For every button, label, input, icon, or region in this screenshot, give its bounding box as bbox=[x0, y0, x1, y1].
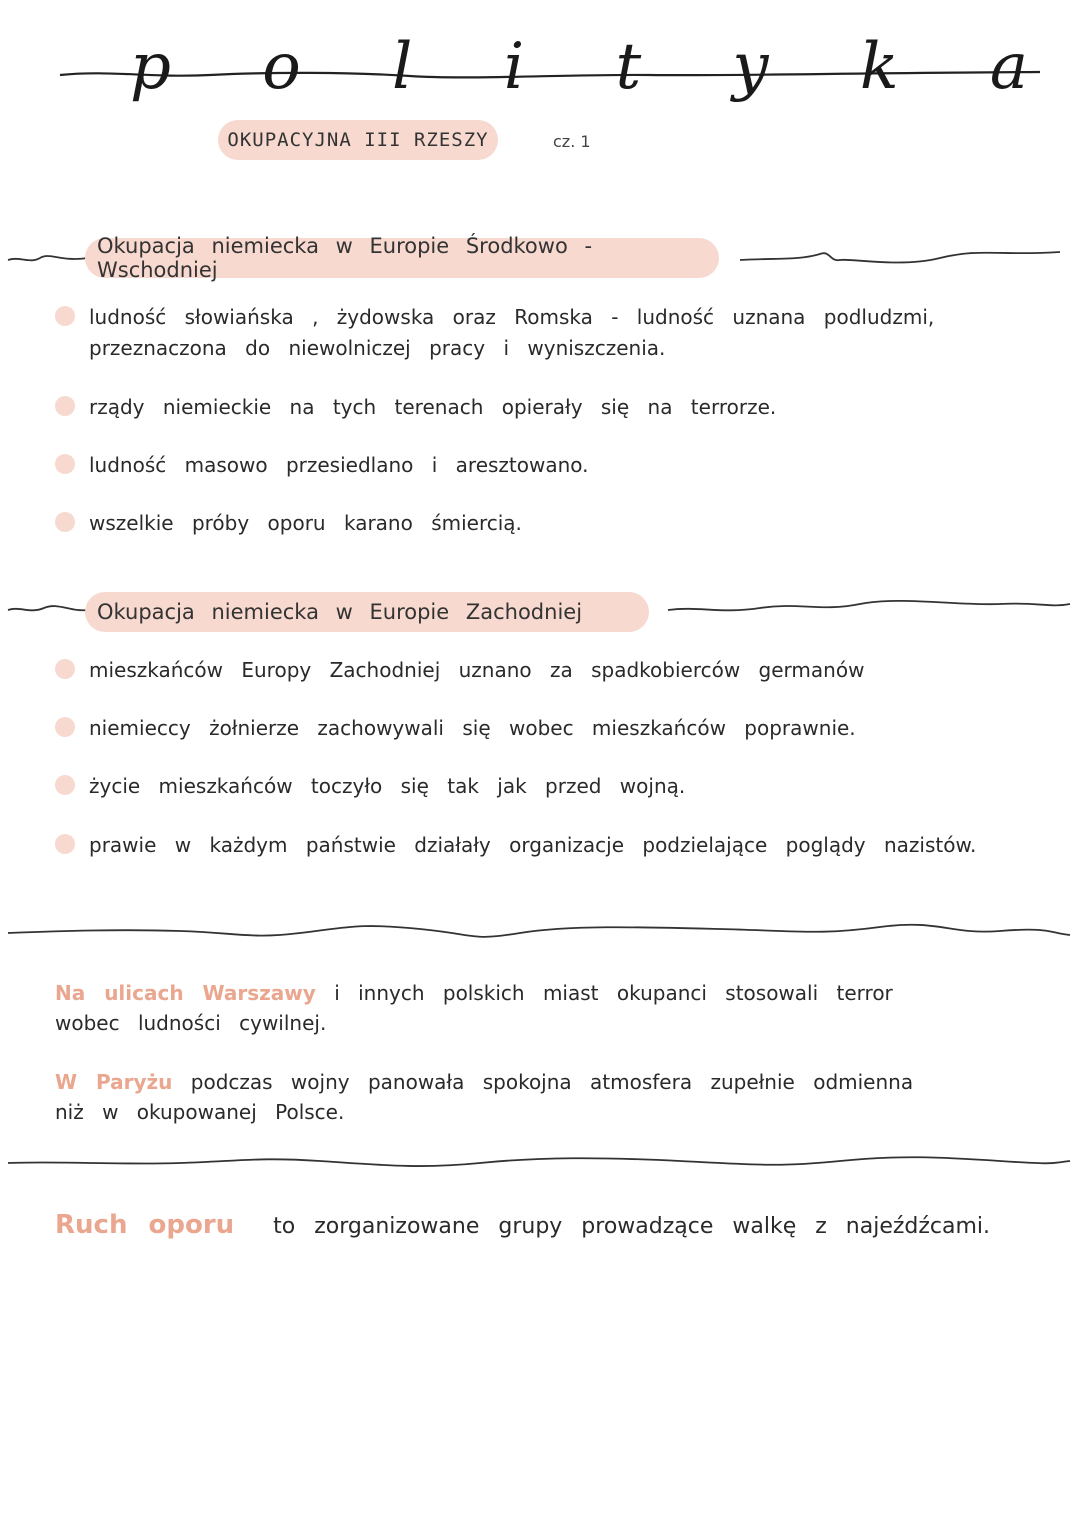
note-warszawa-text: i innych polskich miast okupanci stosowali terror wobec ludności cywilnej. bbox=[55, 981, 893, 1035]
list-item-text: mieszkańców Europy Zachodniej uznano za spadkobierców germanów bbox=[89, 658, 865, 682]
part-label: cz. 1 bbox=[553, 132, 591, 151]
list-item-text: prawie w każdym państwie działały organizacje podzielające poglądy nazistów. bbox=[89, 833, 977, 857]
note-ruch-oporu-highlight: Ruch oporu bbox=[55, 1210, 235, 1240]
section1-heading-text: Okupacja niemiecka w Europie Środkowo - Wschodniej bbox=[97, 234, 593, 282]
bullet-dot-icon bbox=[55, 306, 75, 326]
list-item bbox=[55, 508, 985, 539]
note-warszawa bbox=[55, 978, 955, 1038]
title-letter: l bbox=[392, 30, 415, 104]
list-item-text: rządy niemieckie na tych terenach opierały się na terrorze. bbox=[89, 395, 777, 419]
list-item-text: wszelkie próby oporu karano śmiercią. bbox=[89, 511, 522, 535]
page-title-text bbox=[130, 30, 1030, 104]
bullet-dot-icon bbox=[55, 659, 75, 679]
list-item-text: niemieccy żołnierze zachowywali się wobec mieszkańców poprawnie. bbox=[89, 716, 856, 740]
bullet-dot-icon bbox=[55, 834, 75, 854]
section2-heading bbox=[85, 592, 649, 632]
list-item bbox=[55, 713, 985, 744]
page-title bbox=[130, 30, 1030, 104]
note-paryz bbox=[55, 1067, 955, 1127]
section2-heading-text: Okupacja niemiecka w Europie Zachodniej bbox=[97, 600, 583, 624]
note-ruch-oporu bbox=[55, 1210, 1015, 1240]
subtitle-text: OKUPACYJNA III RZESZY bbox=[227, 129, 489, 151]
list-item-text: ludność masowo przesiedlano i aresztowano. bbox=[89, 453, 589, 477]
section1-heading bbox=[85, 234, 719, 282]
list-item bbox=[55, 830, 985, 861]
note-paryz-highlight: W Paryżu bbox=[55, 1070, 173, 1094]
note-warszawa-highlight: Na ulicach Warszawy bbox=[55, 981, 316, 1005]
title-letter: o bbox=[262, 30, 303, 104]
bullet-dot-icon bbox=[55, 396, 75, 416]
list-item bbox=[55, 450, 985, 481]
subtitle-pill bbox=[218, 120, 498, 160]
title-letter: p bbox=[130, 30, 173, 104]
list-item bbox=[55, 302, 985, 364]
wavy-divider bbox=[0, 905, 1080, 955]
title-letter: k bbox=[859, 30, 901, 104]
title-letter: i bbox=[503, 30, 527, 104]
list-item bbox=[55, 655, 985, 686]
bullet-dot-icon bbox=[55, 717, 75, 737]
list-item-text: ludność słowiańska , żydowska oraz Romska - ludność uznana podludzmi, przeznaczona do niewolniczej pracy i wyniszczenia. bbox=[89, 305, 935, 360]
bullet-dot-icon bbox=[55, 775, 75, 795]
bullet-dot-icon bbox=[55, 512, 75, 532]
bullet-dot-icon bbox=[55, 454, 75, 474]
note-paryz-text: podczas wojny panowała spokojna atmosfera zupełnie odmienna niż w okupowanej Polsce. bbox=[55, 1070, 914, 1124]
note-ruch-oporu-text: to zorganizowane grupy prowadzące walkę z najeźdźcami. bbox=[273, 1214, 991, 1239]
title-letter: a bbox=[989, 30, 1030, 104]
title-letter: t bbox=[615, 30, 644, 104]
title-letter: y bbox=[732, 30, 771, 104]
list-item bbox=[55, 392, 985, 423]
list-item-text: życie mieszkańców toczyło się tak jak przed wojną. bbox=[89, 774, 686, 798]
wavy-divider bbox=[0, 1143, 1080, 1183]
title-area bbox=[50, 20, 1050, 120]
list-item bbox=[55, 771, 985, 802]
